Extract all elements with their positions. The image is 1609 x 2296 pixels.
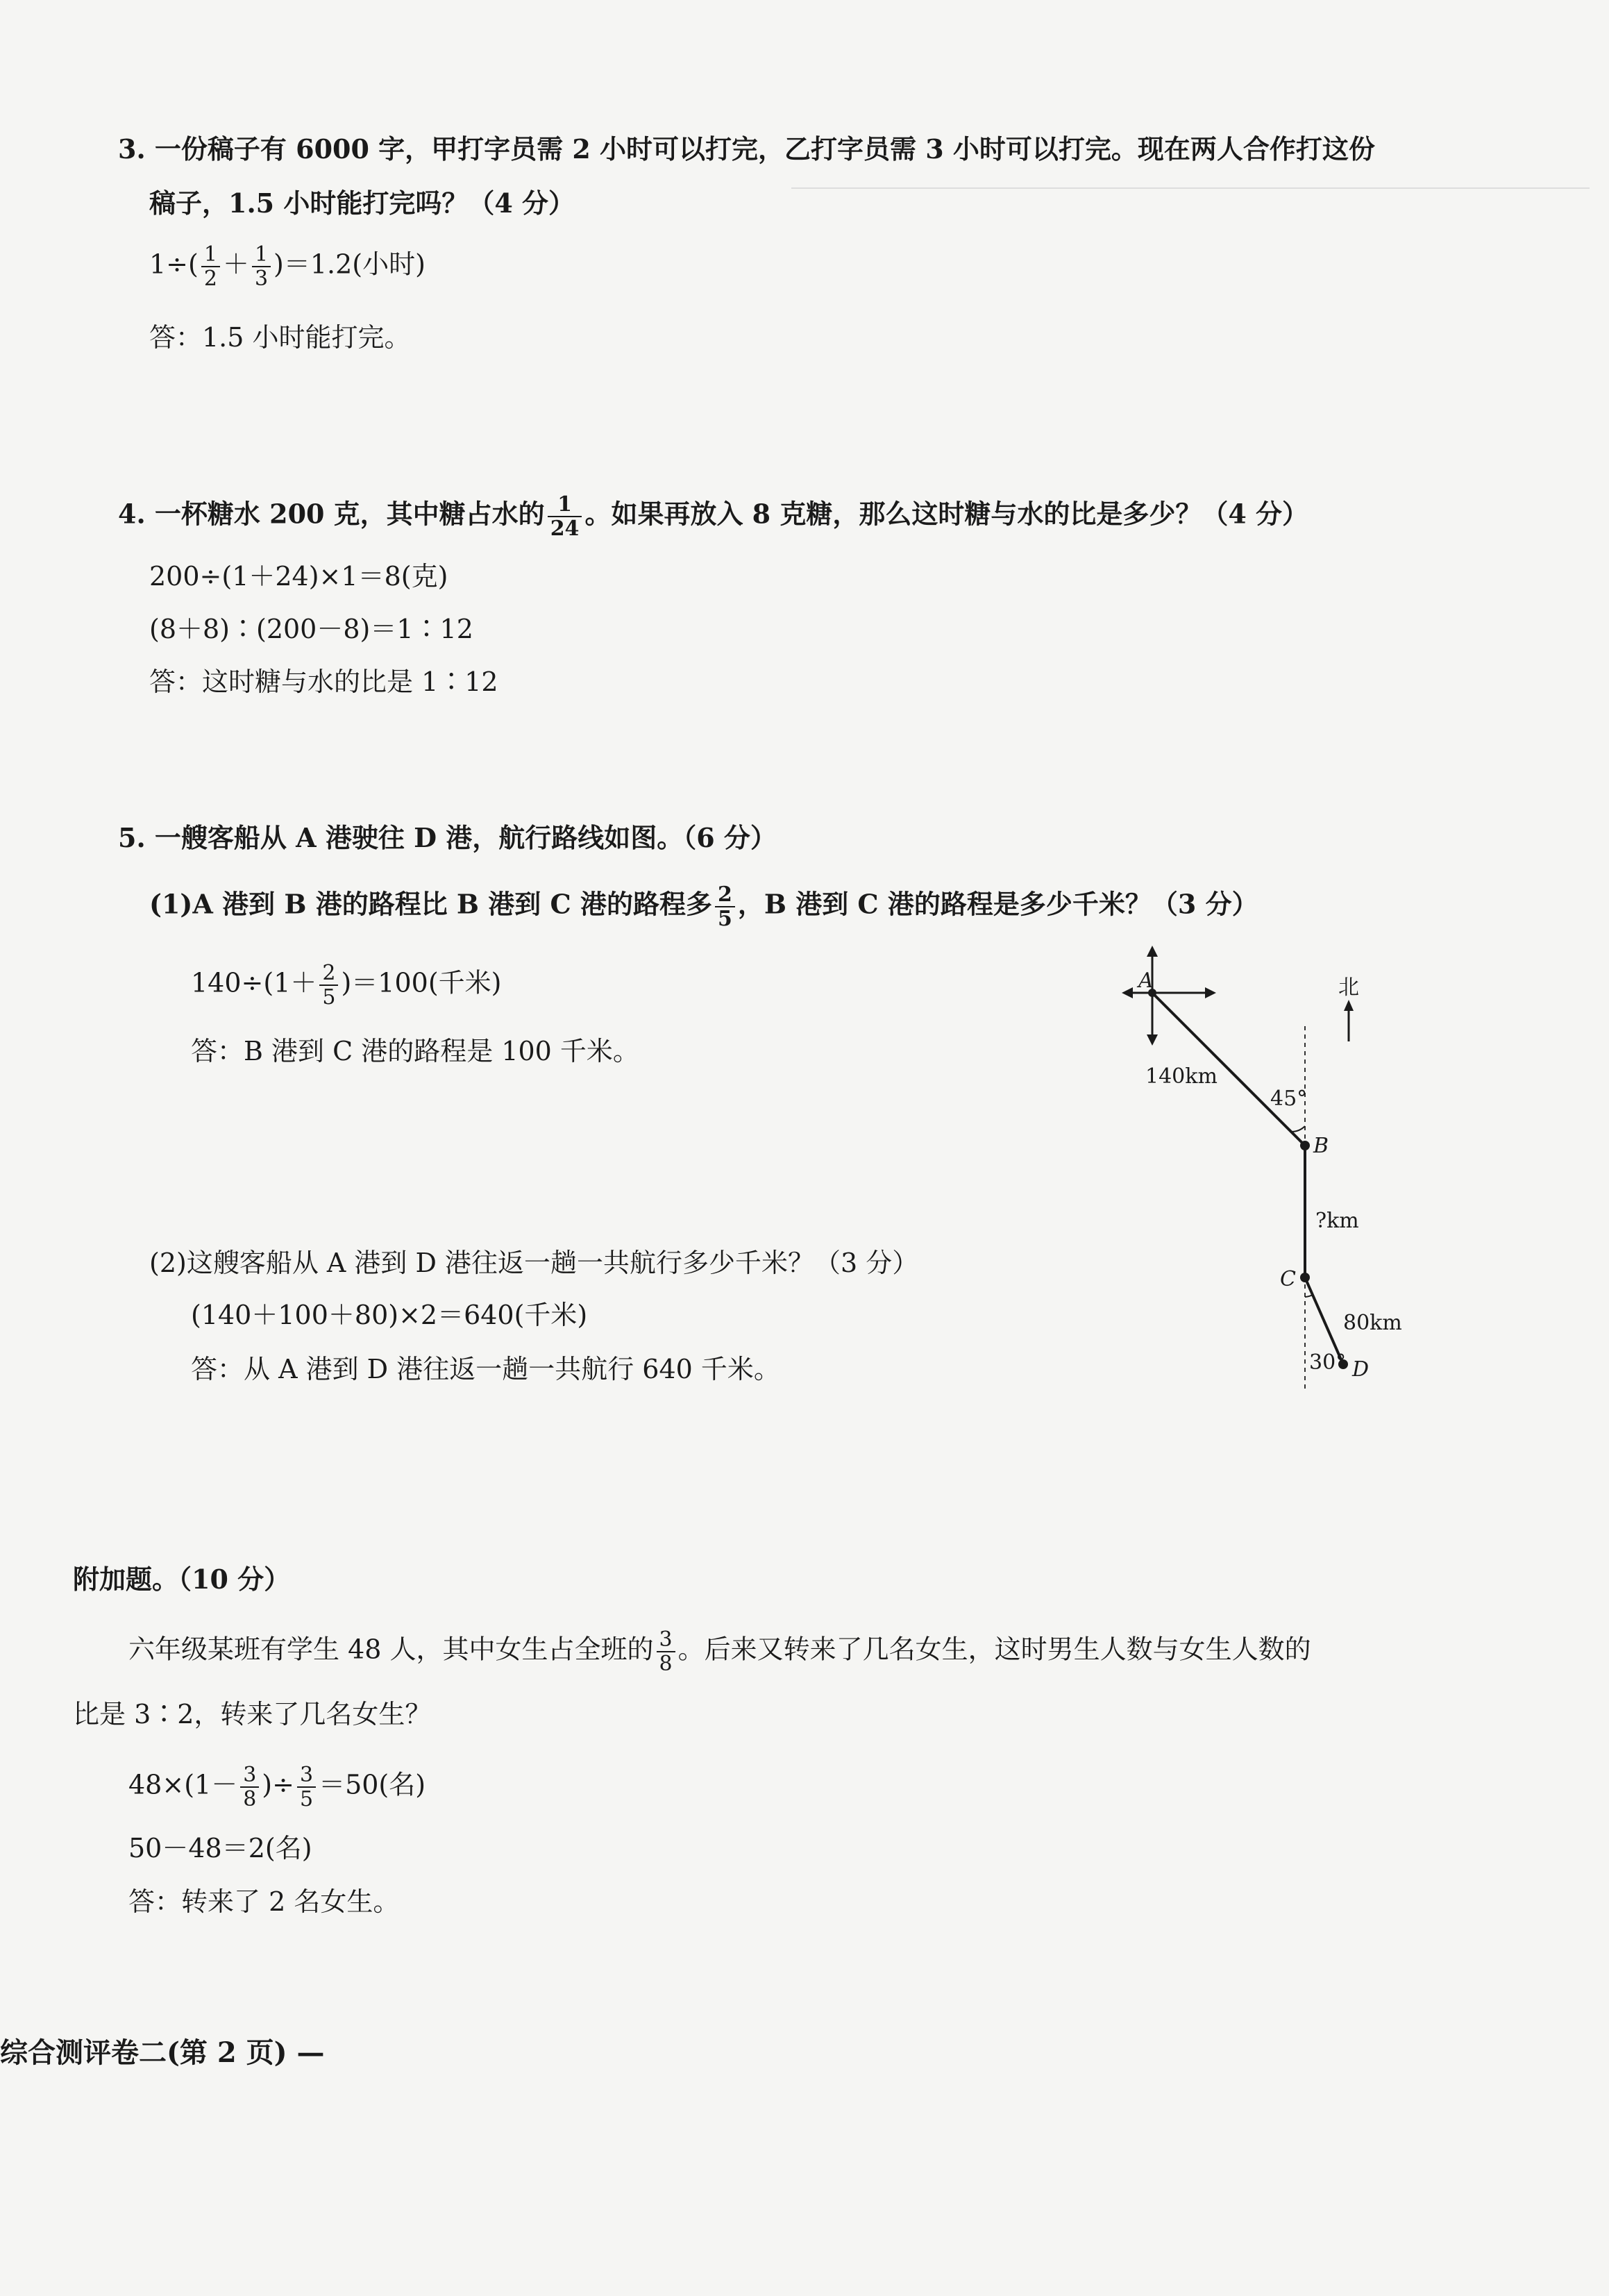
q5-part1-post: ，B 港到 C 港的路程是多少千米？（3 分） — [737, 888, 1258, 920]
bonus-text-post: 。后来又转来了几名女生，这时男生人数与女生人数的 — [677, 1634, 1311, 1665]
scan-artifact-line — [791, 187, 1590, 189]
bonus-answer: 答：转来了 2 名女生。 — [128, 1886, 400, 1917]
q4-calc-1: 200÷(1＋24)×1＝8(克) — [149, 561, 448, 592]
bc-distance-label: ?km — [1315, 1209, 1359, 1233]
a-arrow-left-icon — [1122, 987, 1133, 998]
ab-distance-label: 140km — [1145, 1064, 1218, 1089]
bonus-text-fraction — [657, 1628, 675, 1675]
bonus-text-line-1 — [128, 1628, 1311, 1675]
a-arrow-right-icon — [1205, 987, 1216, 998]
bonus-calc1-fraction-2-den: 5 — [299, 1787, 314, 1811]
label-d: D — [1352, 1357, 1370, 1382]
bonus-calc1-fraction-1-num: 3 — [240, 1763, 259, 1788]
label-a: A — [1138, 969, 1154, 993]
angle-c-arc — [1305, 1295, 1313, 1297]
bonus-calc-2: 50－48＝2(名) — [128, 1833, 312, 1863]
q5-part2-calc: (140＋100＋80)×2＝640(千米) — [191, 1300, 588, 1330]
q5-part2-answer: 答：从 A 港到 D 港往返一趟一共航行 640 千米。 — [191, 1354, 780, 1384]
q3-fraction-1-num: 1 — [201, 243, 220, 267]
q4-title-pre: 4. 一杯糖水 200 克，其中糖占水的 — [118, 498, 545, 530]
route-diagram — [1104, 944, 1437, 1402]
q3-fraction-2 — [252, 243, 271, 290]
bonus-calc1-fraction-1 — [240, 1763, 259, 1811]
q5-part1-calc-pre: 140÷(1＋ — [191, 967, 317, 998]
bonus-calc1-mid: )÷ — [262, 1769, 294, 1800]
bonus-title: 附加题。（10 分） — [73, 1564, 291, 1595]
a-arrow-up-icon — [1147, 946, 1158, 957]
bonus-text-fraction-den: 8 — [659, 1652, 673, 1676]
cd-distance-label: 80km — [1343, 1311, 1402, 1335]
bonus-calc1-fraction-2 — [297, 1763, 316, 1811]
q4-title-post: 。如果再放入 8 克糖，那么这时糖与水的比是多少？（4 分） — [584, 498, 1309, 530]
bonus-text-line-2: 比是 3∶2，转来了几名女生？ — [73, 1699, 432, 1729]
q5-part1-answer: 答：B 港到 C 港的路程是 100 千米。 — [191, 1036, 639, 1066]
q5-part1-calc-fraction — [319, 962, 338, 1009]
q3-fraction-1 — [201, 243, 220, 290]
q3-fraction-1-den: 2 — [203, 267, 217, 291]
q5-part2-title: (2)这艘客船从 A 港到 D 港往返一趟一共航行多少千米？（3 分） — [149, 1248, 919, 1278]
q5-part1-fraction-num: 2 — [715, 883, 735, 907]
label-c: C — [1280, 1267, 1296, 1291]
q4-title-fraction — [548, 493, 582, 540]
q5-title: 5. 一艘客船从 A 港驶往 D 港，航行路线如图。（6 分） — [118, 822, 777, 853]
bonus-calc1-pre: 48×(1－ — [128, 1769, 238, 1800]
bonus-calc1-fraction-2-num: 3 — [297, 1763, 316, 1788]
bonus-calc1-fraction-1-den: 8 — [243, 1787, 257, 1811]
q3-calc-post: )＝1.2(小时) — [273, 249, 426, 280]
q5-part1-calc-post: )＝100(千米) — [341, 967, 502, 998]
bonus-text-fraction-num: 3 — [657, 1628, 675, 1652]
q5-part1-fraction-den: 5 — [717, 907, 732, 931]
q3-fraction-2-den: 3 — [254, 267, 269, 291]
q4-title-fraction-den: 24 — [550, 517, 580, 541]
q3-fraction-2-num: 1 — [252, 243, 271, 267]
q5-part1-calc-fraction-num: 2 — [319, 962, 338, 986]
q3-calc-pre: 1÷( — [149, 249, 199, 280]
angle-b-label: 45° — [1270, 1087, 1308, 1111]
point-c — [1300, 1273, 1310, 1282]
q5-part1-calc-fraction-den: 5 — [322, 985, 336, 1009]
q4-title-fraction-num: 1 — [548, 493, 582, 517]
q3-calc-plus: ＋ — [222, 249, 249, 280]
q3-title-line-2: 稿子，1.5 小时能打完吗？（4 分） — [149, 187, 575, 219]
a-arrow-down-icon — [1147, 1034, 1158, 1046]
q3-title-line-1: 3. 一份稿子有 6000 字，甲打字员需 2 小时可以打完，乙打字员需 3 小时可以打完。现在两人合作打这份 — [118, 133, 1375, 165]
q5-part1-title — [149, 883, 1258, 930]
page-footer: 综合测评卷二(第 2 页) — — [0, 2036, 325, 2069]
q5-part1-fraction — [715, 883, 735, 930]
q5-part1-calc — [191, 962, 501, 1009]
bonus-calc-1 — [128, 1763, 426, 1811]
q4-calc-2: (8＋8)∶(200－8)＝1∶12 — [149, 614, 473, 644]
angle-b-arc — [1291, 1126, 1305, 1132]
point-b — [1300, 1141, 1310, 1150]
angle-d-label: 30° — [1309, 1350, 1347, 1375]
q3-calculation — [149, 243, 426, 290]
north-arrow-icon — [1344, 1000, 1354, 1011]
label-b: B — [1313, 1134, 1329, 1158]
q4-title — [118, 493, 1308, 540]
q4-answer: 答：这时糖与水的比是 1∶12 — [149, 667, 498, 697]
north-label: 北 — [1338, 975, 1359, 1000]
bonus-calc1-post: ＝50(名) — [319, 1769, 426, 1800]
bonus-text-pre: 六年级某班有学生 48 人，其中女生占全班的 — [128, 1634, 654, 1665]
q3-answer: 答：1.5 小时能打完。 — [149, 322, 411, 353]
q5-part1-pre: (1)A 港到 B 港的路程比 B 港到 C 港的路程多 — [149, 888, 712, 920]
